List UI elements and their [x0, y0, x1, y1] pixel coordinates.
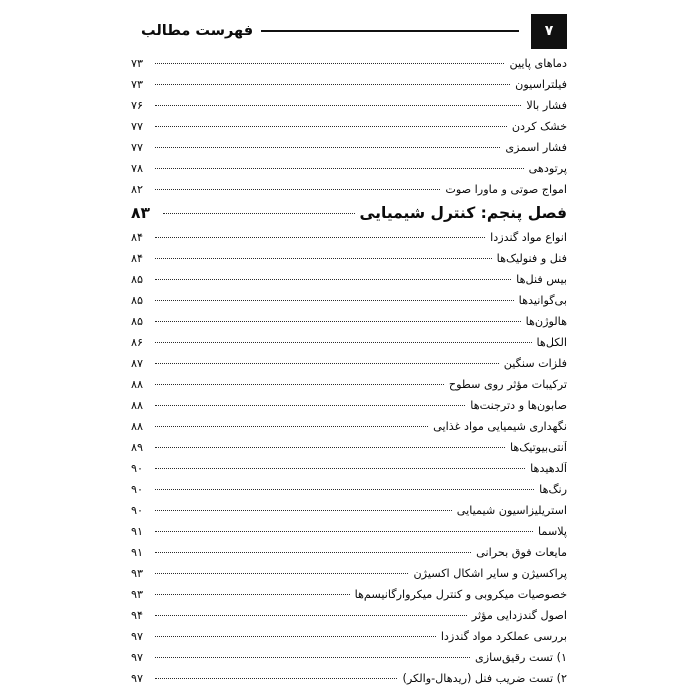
toc-entry-label: فلزات سنگین	[503, 357, 567, 370]
toc-entry-page-number: ۹۱	[131, 546, 144, 559]
toc-entry-page-number: ۹۳	[131, 567, 144, 580]
toc-entry-row[interactable]	[131, 483, 567, 504]
toc-entry-label: هالوژن‌ها	[525, 315, 567, 328]
toc-entry-label: فصل پنجم: کنترل شیمیایی	[359, 204, 567, 222]
toc-entry-label: فیلتراسیون	[515, 78, 567, 91]
toc-leader-dots	[155, 552, 471, 553]
toc-leader-dots	[155, 594, 350, 595]
toc-entry-row[interactable]	[131, 99, 567, 120]
toc-entry-row[interactable]	[131, 630, 567, 651]
toc-entry-page-number: ۸۲	[131, 183, 144, 196]
toc-entry-row[interactable]	[131, 441, 567, 462]
toc-entry-label: استریلیزاسیون شیمیایی	[456, 504, 567, 517]
toc-leader-dots	[155, 489, 534, 490]
toc-entry-row[interactable]	[131, 420, 567, 441]
toc-leader-dots	[155, 363, 499, 364]
toc-leader-dots	[155, 447, 505, 448]
toc-chapter-row[interactable]	[131, 204, 567, 231]
toc-entry-row[interactable]	[131, 357, 567, 378]
page-number-badge: ۷	[531, 14, 567, 49]
toc-entry-page-number: ۹۰	[131, 504, 144, 517]
toc-entry-label: بررسی عملکرد مواد گندزدا	[440, 630, 567, 643]
toc-leader-dots	[155, 300, 514, 301]
toc-entry-page-number: ۸۴	[131, 231, 144, 244]
toc-entry-label: پراکسیژن و سایر اشکال اکسیژن	[413, 567, 567, 580]
toc-entry-page-number: ۹۱	[131, 525, 144, 538]
toc-entry-row[interactable]	[131, 231, 567, 252]
toc-entry-row[interactable]	[131, 609, 567, 630]
toc-entry-page-number: ۷۳	[131, 57, 144, 70]
toc-entry-row[interactable]	[131, 399, 567, 420]
toc-entry-label: پلاسما	[537, 525, 567, 538]
toc-entry-page-number: ۸۳	[131, 204, 150, 222]
toc-entry-label: فشار بالا	[526, 99, 567, 112]
toc-entry-label: انواع مواد گندزدا	[490, 231, 567, 244]
toc-entry-page-number: ۸۸	[131, 399, 144, 412]
toc-leader-dots	[155, 405, 465, 406]
toc-leader-dots	[155, 237, 485, 238]
toc-leader-dots	[155, 657, 470, 658]
toc-entry-row[interactable]	[131, 120, 567, 141]
toc-entry-page-number: ۷۶	[131, 99, 144, 112]
toc-leader-dots	[155, 189, 440, 190]
toc-entry-label: ۱) تست رقیق‌سازی	[475, 651, 567, 664]
toc-entry-row[interactable]	[131, 672, 567, 693]
toc-entry-row[interactable]	[131, 57, 567, 78]
toc-entry-row[interactable]	[131, 378, 567, 399]
toc-entry-row[interactable]	[131, 336, 567, 357]
toc-leader-dots	[155, 321, 521, 322]
toc-entry-page-number: ۸۸	[131, 378, 144, 391]
toc-entry-page-number: ۹۷	[131, 672, 144, 685]
toc-leader-dots	[155, 126, 507, 127]
toc-entry-row[interactable]	[131, 567, 567, 588]
toc-entry-page-number: ۹۰	[131, 462, 144, 475]
toc-entry-label: فشار اسمزی	[505, 141, 567, 154]
toc-entry-row[interactable]	[131, 651, 567, 672]
toc-entry-page-number: ۸۸	[131, 420, 144, 433]
toc-entry-page-number: ۹۰	[131, 483, 144, 496]
toc-entry-page-number: ۷۸	[131, 162, 144, 175]
header-rule	[261, 30, 519, 33]
toc-entry-label: دماهای پایین	[509, 57, 567, 70]
toc-entry-label: امواج صوتی و ماورا صوت	[445, 183, 567, 196]
toc-entry-label: الکل‌ها	[536, 336, 567, 349]
toc-leader-dots	[155, 168, 524, 169]
toc-entry-label: فنل و فنولیک‌ها	[496, 252, 567, 265]
toc-leader-dots	[155, 678, 397, 679]
toc-entry-label: خشک کردن	[511, 120, 567, 133]
toc-entry-label: صابون‌ها و دترجنت‌ها	[470, 399, 567, 412]
toc-entry-row[interactable]	[131, 294, 567, 315]
toc-leader-dots	[155, 573, 408, 574]
toc-leader-dots	[163, 213, 355, 214]
toc-entry-page-number: ۸۶	[131, 336, 144, 349]
toc-entry-row[interactable]	[131, 252, 567, 273]
toc-entry-page-number: ۹۷	[131, 651, 144, 664]
toc-leader-dots	[155, 384, 444, 385]
toc-entry-label: مایعات فوق بحرانی	[476, 546, 567, 559]
toc-entry-row[interactable]	[131, 546, 567, 567]
toc-entry-label: آنتی‌بیوتیک‌ها	[509, 441, 567, 454]
toc-entry-page-number: ۸۵	[131, 294, 144, 307]
toc-leader-dots	[155, 147, 500, 148]
toc-leader-dots	[155, 426, 428, 427]
toc-entry-row[interactable]	[131, 525, 567, 546]
toc-entry-page-number: ۸۷	[131, 357, 144, 370]
toc-entry-page-number: ۷۷	[131, 141, 144, 154]
toc-entry-label: رنگ‌ها	[539, 483, 567, 496]
toc-entry-row[interactable]	[131, 588, 567, 609]
toc-entry-page-number: ۸۵	[131, 315, 144, 328]
toc-entry-label: آلدهیدها	[530, 462, 567, 475]
toc-leader-dots	[155, 105, 521, 106]
toc-entry-label: نگهداری شیمیایی مواد غذایی	[433, 420, 567, 433]
toc-entry-label: بی‌گوانیدها	[518, 294, 567, 307]
toc-entry-page-number: ۸۹	[131, 441, 144, 454]
toc-leader-dots	[155, 258, 492, 259]
toc-leader-dots	[155, 342, 532, 343]
table-of-contents	[131, 57, 567, 693]
toc-entry-page-number: ۹۳	[131, 588, 144, 601]
toc-leader-dots	[155, 468, 525, 469]
toc-leader-dots	[155, 84, 510, 85]
toc-entry-row[interactable]	[131, 78, 567, 99]
toc-entry-page-number: ۹۴	[131, 609, 144, 622]
toc-leader-dots	[155, 615, 467, 616]
toc-entry-row[interactable]	[131, 162, 567, 183]
toc-entry-row[interactable]	[131, 504, 567, 525]
toc-entry-row[interactable]	[131, 141, 567, 162]
toc-entry-page-number: ۷۷	[131, 120, 144, 133]
toc-entry-row[interactable]	[131, 462, 567, 483]
toc-entry-row[interactable]	[131, 315, 567, 336]
toc-entry-label: بیس فنل‌ها	[516, 273, 567, 286]
toc-leader-dots	[155, 63, 504, 64]
toc-entry-row[interactable]	[131, 273, 567, 294]
page-header	[131, 13, 567, 49]
toc-leader-dots	[155, 531, 533, 532]
toc-entry-page-number: ۷۳	[131, 78, 144, 91]
page-title: فهرست مطالب	[141, 23, 254, 39]
toc-entry-label: اصول گندزدایی مؤثر	[471, 609, 567, 622]
toc-leader-dots	[155, 636, 436, 637]
toc-entry-page-number: ۸۴	[131, 252, 144, 265]
toc-entry-label: ۲) تست ضریب فنل (ریدهال-والکر)	[402, 672, 567, 685]
toc-leader-dots	[155, 510, 452, 511]
toc-leader-dots	[155, 279, 511, 280]
toc-entry-label: پرتودهی	[528, 162, 567, 175]
toc-entry-page-number: ۹۷	[131, 630, 144, 643]
toc-entry-label: خصوصیات میکروبی و کنترل میکروارگانیسم‌ها	[354, 588, 567, 601]
toc-entry-page-number: ۸۵	[131, 273, 144, 286]
toc-entry-row[interactable]	[131, 183, 567, 204]
toc-entry-label: ترکیبات مؤثر روی سطوح	[448, 378, 567, 391]
